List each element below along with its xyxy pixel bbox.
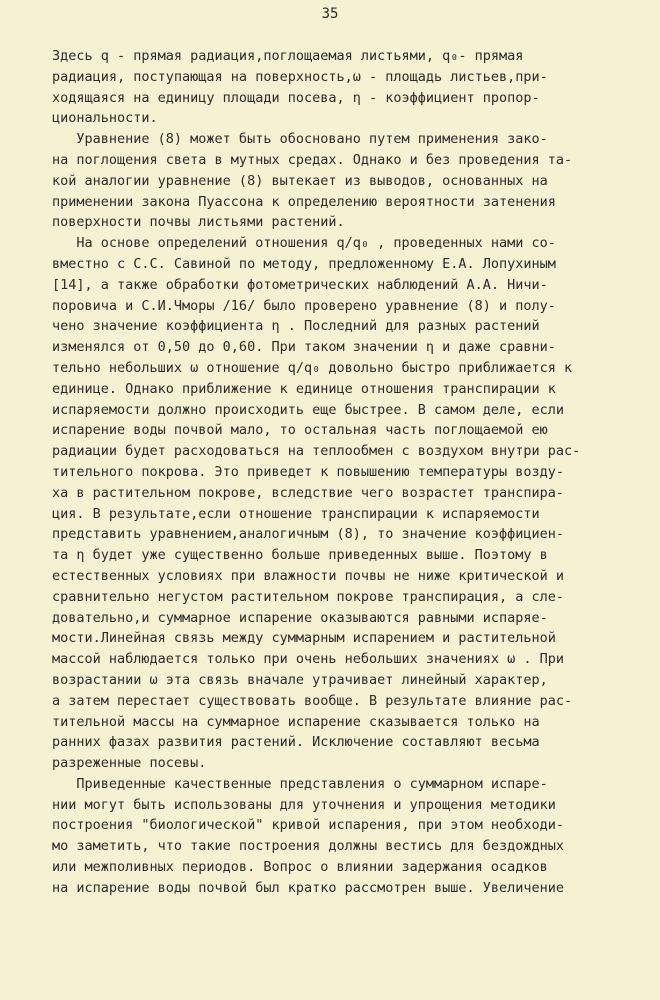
text-line: ранних фазах развития растений. Исключение составляют весьма — [52, 734, 540, 751]
text-line: довательно,и суммарное испарение оказываются равными испаряе- — [52, 609, 548, 626]
text-line: испарение воды почвой мало, то остальная часть поглощаемой ею — [52, 422, 548, 439]
text-line: тительной массы на суммарное испарение сказывается только на — [52, 713, 540, 730]
text-line: циональности. — [52, 110, 158, 127]
text-line: Приведенные качественные представления о суммарном испаре- — [52, 775, 548, 792]
text-line: представить уравнением,аналогичным (8), то значение коэффициен- — [52, 526, 565, 543]
text-line: радиация, поступающая на поверхность,ω - площадь листьев,при- — [52, 68, 548, 85]
text-line: на поглощения света в мутных средах. Однако и без проведения та- — [52, 151, 573, 168]
text-line: а затем перестает существовать вообще. В результате влияние рас- — [52, 692, 573, 709]
text-line: построения "биологической" кривой испарения, при этом необходи- — [52, 817, 565, 834]
text-line: ха в растительном покрове, вследствие чего возрастет транспира- — [52, 484, 565, 501]
text-line: применении закона Пуассона к определению вероятности затенения — [52, 193, 556, 210]
text-line: радиации будет расходоваться на теплообмен с воздухом внутри рас- — [52, 443, 581, 460]
text-line: на испарение воды почвой был кратко рассмотрен выше. Увеличение — [52, 879, 565, 896]
text-line: ходящаяся на единицу площади посева, η - коэффициент пропор- — [52, 89, 540, 106]
text-line: та η будет уже существенно больше приведенных выше. Поэтому в — [52, 547, 548, 564]
text-line: единице. Однако приближение к единице отношения транспирации к — [52, 380, 556, 397]
text-line: На основе определений отношения q/q₀ , проведенных нами со- — [52, 235, 556, 252]
text-line: Уравнение (8) может быть обосновано путем применения зако- — [52, 131, 548, 148]
text-line: поверхности почвы листьями растений. — [52, 214, 345, 231]
text-line: сравнительно негустом растительном покрове транспирация, а сле- — [52, 588, 565, 605]
text-line: естественных условиях при влажности почвы не ниже критической и — [52, 567, 565, 584]
text-line: вместно с С.С. Савиной по методу, предложенному Е.А. Лопухиным — [52, 255, 556, 272]
text-line: мо заметить, что такие построения должны вестись для бездождных — [52, 838, 565, 855]
page-number: 35 — [321, 6, 339, 22]
text-line: ция. В результате,если отношение транспирации к испаряемости — [52, 505, 540, 522]
text-line: нии могут быть использованы для уточнения и упрощения методики — [52, 796, 556, 813]
text-line: Здесь q - прямая радиация,поглощаемая листьями, q₀- прямая — [52, 48, 524, 64]
text-line: или межполивных периодов. Вопрос о влиянии задержания осадков — [52, 859, 548, 876]
text-line: мости.Линейная связь между суммарным испарением и растительной — [52, 630, 556, 647]
text-line: [14], а также обработки фотометрических наблюдений А.А. Ничи- — [52, 276, 548, 293]
text-line: кой аналогии уравнение (8) вытекает из выводов, основанных на — [52, 172, 548, 189]
text-line: испаряемости должно происходить еще быстрее. В самом деле, если — [52, 401, 565, 418]
text-line: изменялся от 0,50 до 0,60. При таком значении η и даже сравни- — [52, 339, 556, 356]
text-line: поровича и С.И.Чморы /16/ было проверено уравнение (8) и полу- — [52, 297, 556, 314]
text-line: тельно небольших ω отношение q/q₀ довольно быстро приближается к — [52, 359, 573, 376]
text-line: тительного покрова. Это приведет к повышению температуры возду- — [52, 463, 565, 480]
text-line: чено значение коэффициента η . Последний для разных растений — [52, 318, 540, 335]
text-line: разреженные посевы. — [52, 755, 207, 772]
text-line: возрастании ω эта связь вначале утрачивает линейный характер, — [52, 671, 548, 688]
body-text — [52, 46, 612, 899]
text-line: массой наблюдается только при очень небольших значениях ω . При — [52, 651, 565, 668]
